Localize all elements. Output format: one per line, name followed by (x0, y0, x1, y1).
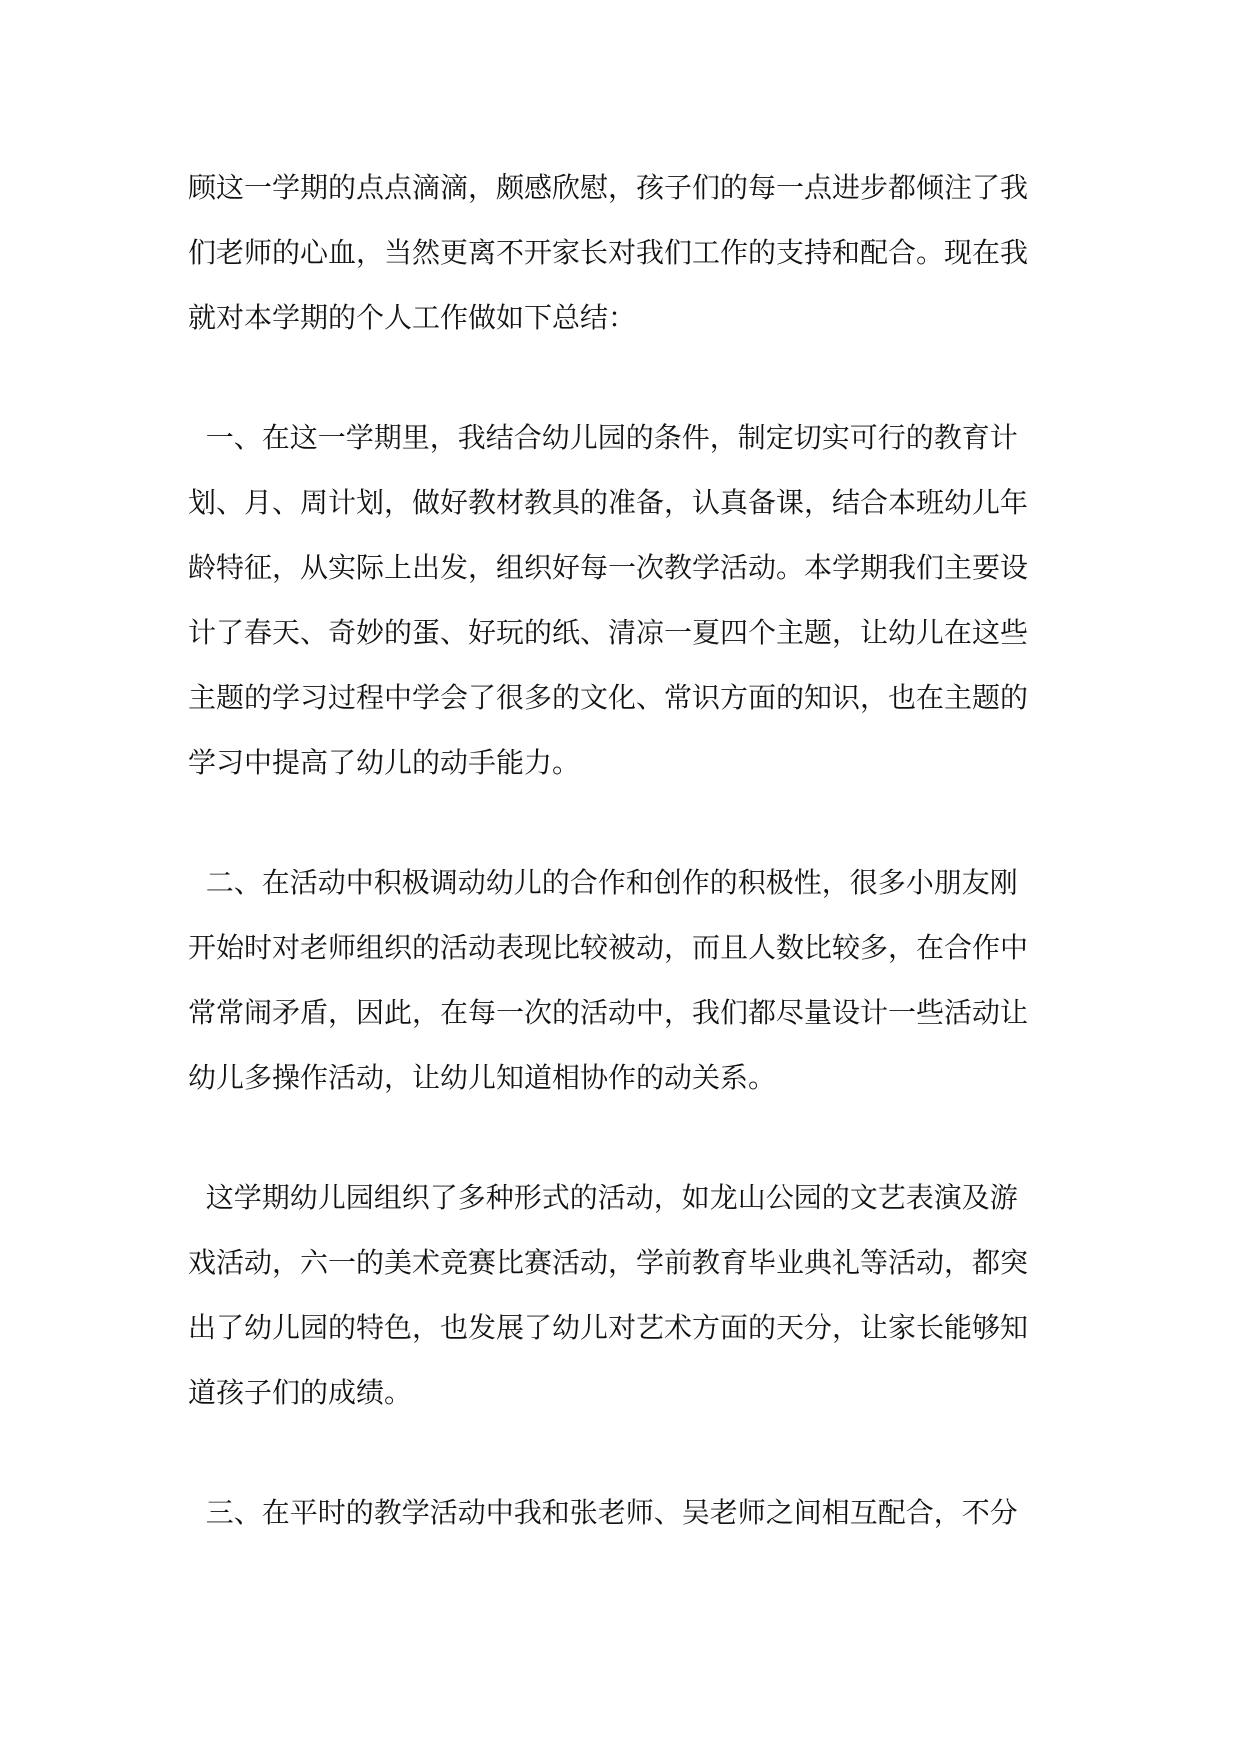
text-line: 计了春天、奇妙的蛋、好玩的纸、清凉一夏四个主题，让幼儿在这些 (188, 616, 1029, 649)
paragraph-section-3 (188, 1480, 1058, 1545)
paragraph-intro (188, 155, 1058, 350)
text-line: 二、在活动中积极调动幼儿的合作和创作的积极性，很多小朋友刚 (188, 866, 1018, 899)
text-line: 就对本学期的个人工作做如下总结： (188, 301, 637, 334)
text-line: 顾这一学期的点点滴滴，颇感欣慰，孩子们的每一点进步都倾注了我 (188, 171, 1029, 204)
paragraph-spacer (188, 795, 1058, 850)
paragraph-spacer (188, 1425, 1058, 1480)
text-line: 道孩子们的成绩。 (188, 1376, 413, 1409)
text-line: 们老师的心血，当然更离不开家长对我们工作的支持和配合。现在我 (188, 236, 1029, 269)
paragraph-section-2 (188, 850, 1058, 1110)
paragraph-spacer (188, 350, 1058, 405)
text-line: 一、在这一学期里，我结合幼儿园的条件，制定切实可行的教育计 (188, 421, 1018, 454)
document-body (188, 155, 1058, 1545)
text-line: 出了幼儿园的特色，也发展了幼儿对艺术方面的天分，让家长能够知 (188, 1311, 1029, 1344)
text-line: 幼儿多操作活动，让幼儿知道相协作的动关系。 (188, 1061, 777, 1094)
paragraph-spacer (188, 1110, 1058, 1165)
paragraph-section-1 (188, 405, 1058, 795)
text-line: 常常闹矛盾，因此，在每一次的活动中，我们都尽量设计一些活动让 (188, 996, 1029, 1029)
text-line: 开始时对老师组织的活动表现比较被动，而且人数比较多，在合作中 (188, 931, 1029, 964)
text-line: 龄特征，从实际上出发，组织好每一次教学活动。本学期我们主要设 (188, 551, 1029, 584)
text-line: 学习中提高了幼儿的动手能力。 (188, 746, 581, 779)
text-line: 主题的学习过程中学会了很多的文化、常识方面的知识，也在主题的 (188, 681, 1029, 714)
text-line: 戏活动，六一的美术竞赛比赛活动，学前教育毕业典礼等活动，都突 (188, 1246, 1029, 1279)
text-line: 这学期幼儿园组织了多种形式的活动，如龙山公园的文艺表演及游 (188, 1181, 1018, 1214)
paragraph-activities (188, 1165, 1058, 1425)
text-line: 划、月、周计划，做好教材教具的准备，认真备课，结合本班幼儿年 (188, 486, 1029, 519)
text-line: 三、在平时的教学活动中我和张老师、吴老师之间相互配合，不分 (188, 1496, 1018, 1529)
